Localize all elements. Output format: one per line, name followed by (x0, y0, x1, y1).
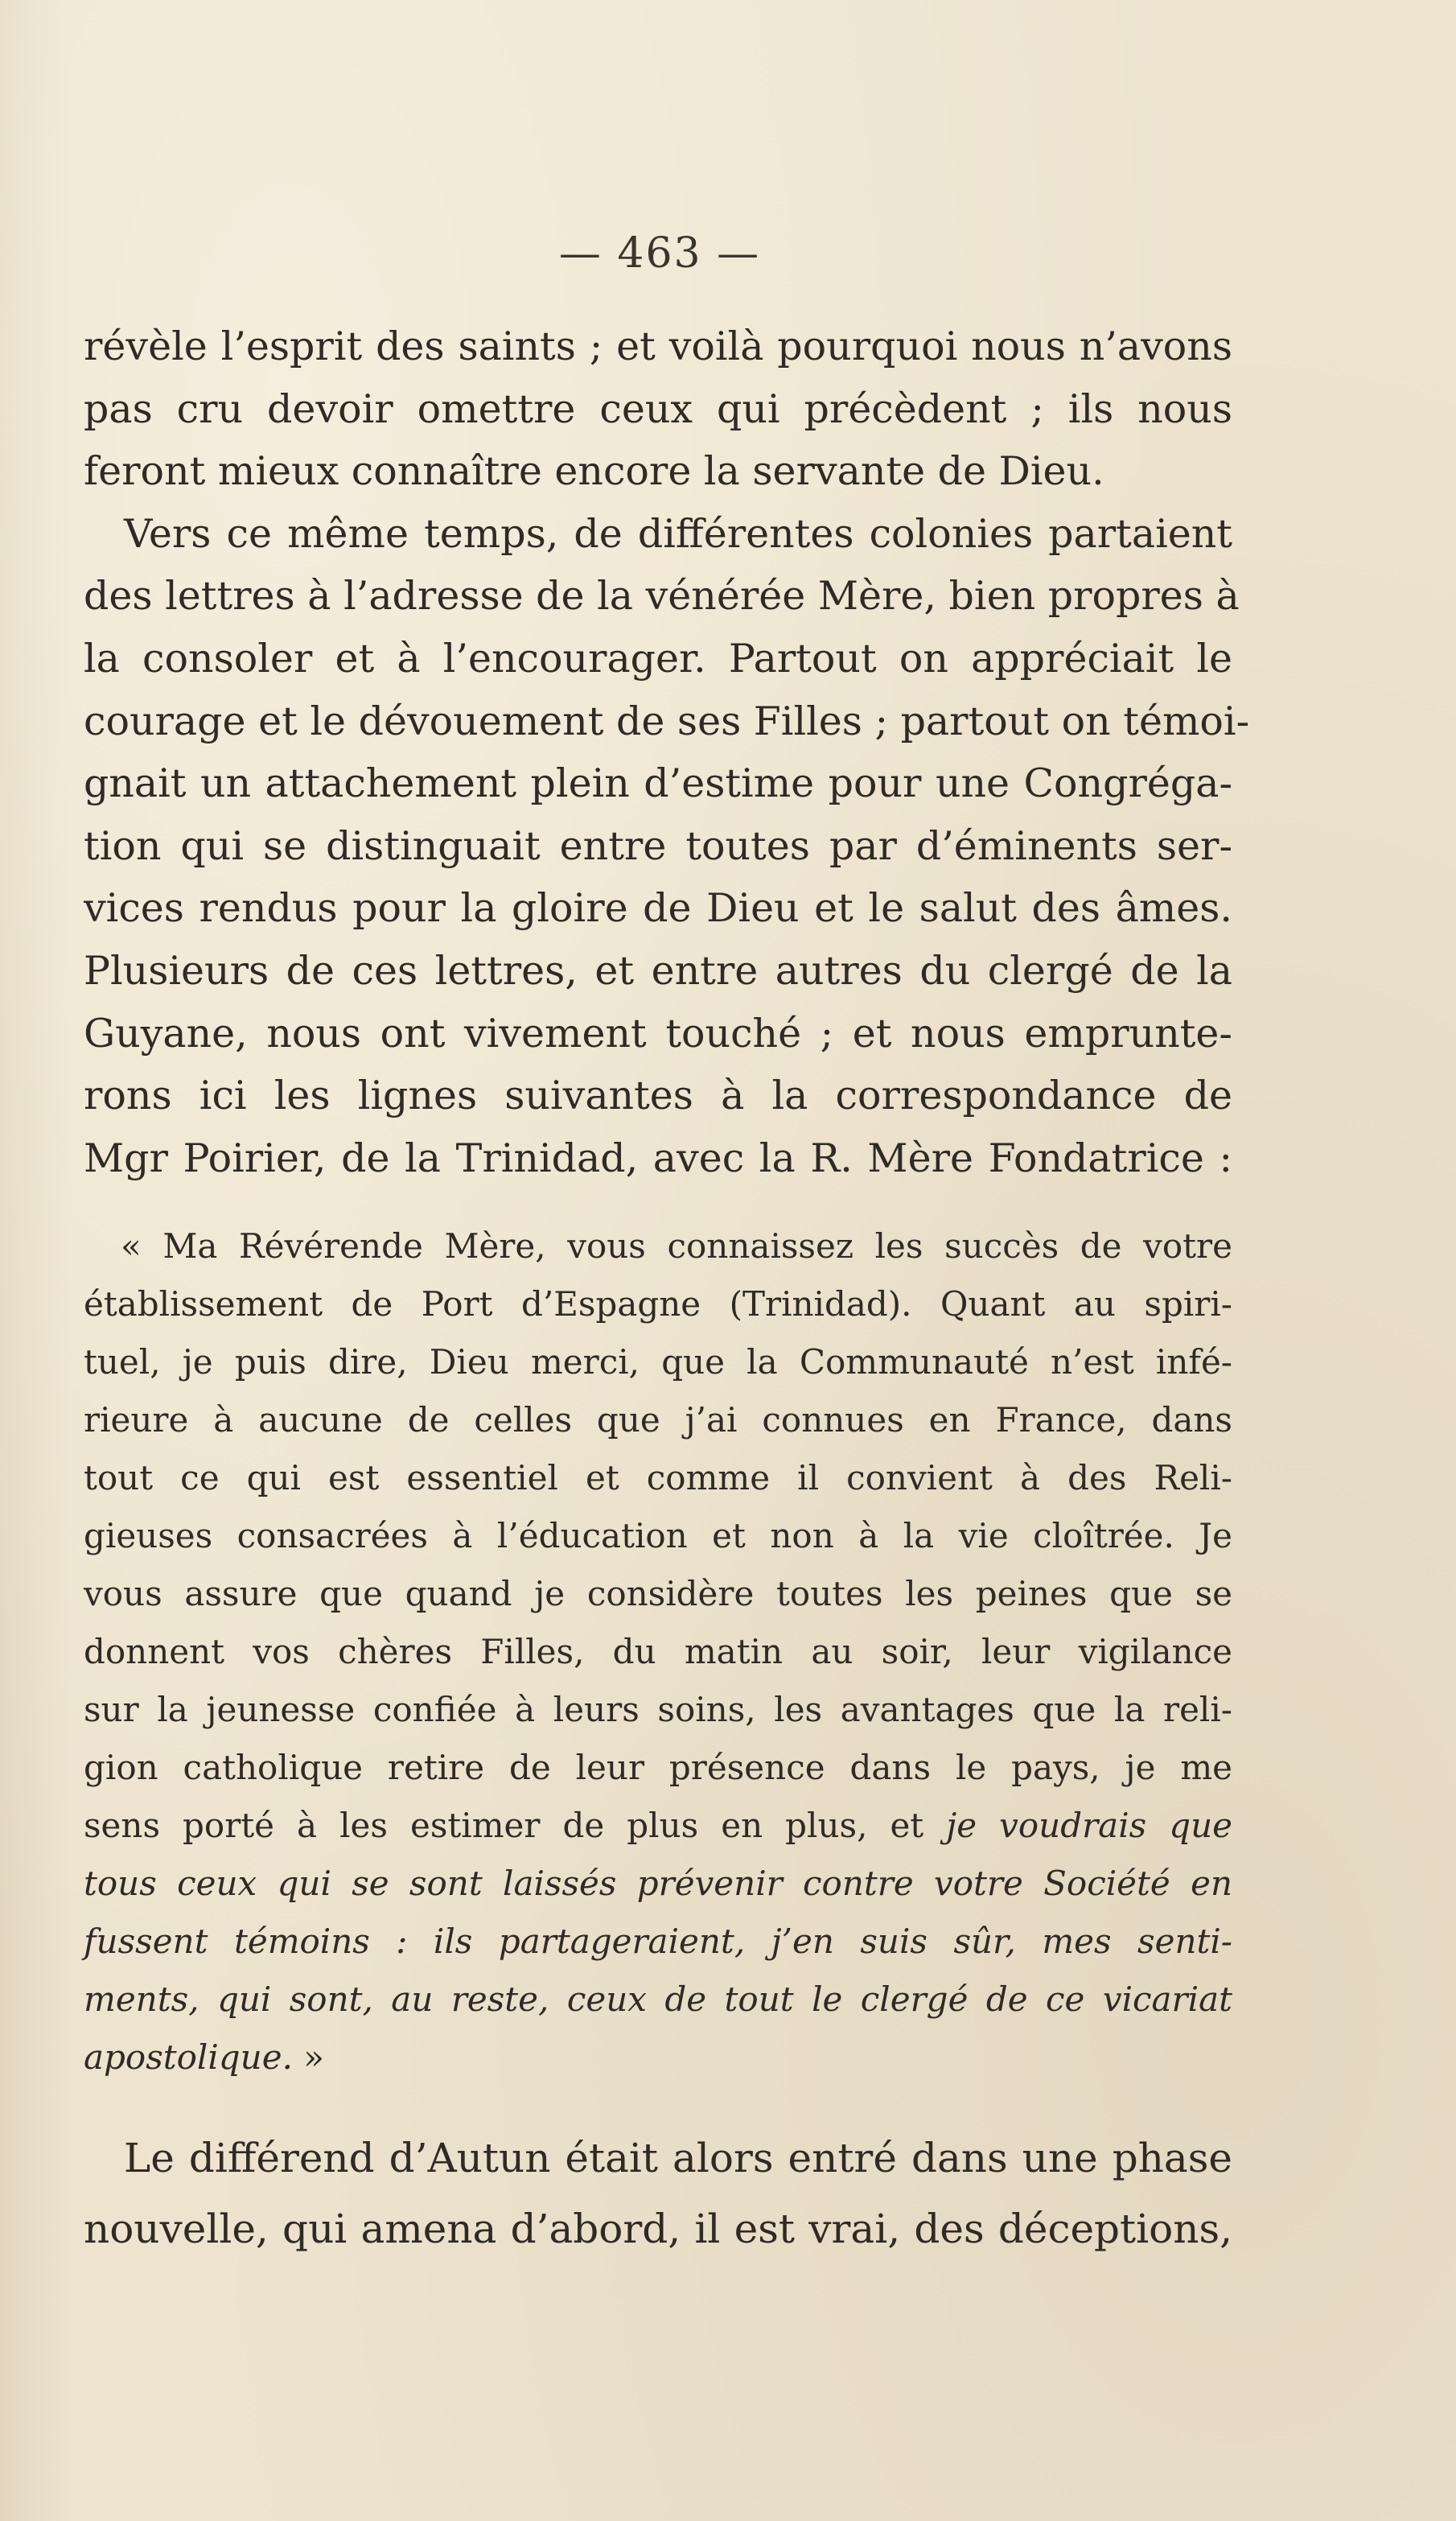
quote-line: gion catholique retire de leur présence dans le pays, je me (84, 1748, 1232, 1787)
quote-line: établissement de Port d’Espagne (Trinidad). Quant au spiri- (84, 1284, 1232, 1324)
quote-roman-segment: sens porté à les estimer de plus en plus, et (84, 1806, 947, 1845)
text-line: nouvelle, qui amena d’abord, il est vrai, des déceptions, (84, 2206, 1232, 2252)
quote-line: rieure à aucune de celles que j’ai connues en France, dans (84, 1400, 1232, 1440)
text-line: la consoler et à l’encourager. Partout on appréciait le (84, 635, 1232, 682)
closing-guillemet: » (292, 2037, 324, 2077)
text-line: feront mieux connaître encore la servante de Dieu. (84, 448, 1104, 495)
quote-line: gieuses consacrées à l’éducation et non à la vie cloîtrée. Je (84, 1516, 1232, 1555)
text-line: Mgr Poirier, de la Trinidad, avec la R. Mère Fondatrice : (84, 1135, 1232, 1181)
page-number: — 463 — (558, 229, 761, 278)
text-line: vices rendus pour la gloire de Dieu et le salut des âmes. (84, 885, 1232, 932)
quote-italic-segment: je voudrais que (946, 1806, 1232, 1845)
text-line: courage et le dévouement de ses Filles ; partout on témoi- (84, 698, 1250, 744)
quote-line: vous assure que quand je considère toutes les peines que se (84, 1574, 1232, 1613)
quote-line: donnent vos chères Filles, du matin au soir, leur vigilance (84, 1632, 1232, 1671)
quote-line: « Ma Révérende Mère, vous connaissez les succès de votre (121, 1226, 1232, 1266)
text-line: pas cru devoir omettre ceux qui précèdent ; ils nous (84, 385, 1232, 432)
quoted-letter (84, 1217, 1232, 2086)
text-line: Le différend d’Autun était alors entré dans une phase (124, 2135, 1232, 2181)
text-line: Guyane, nous ont vivement touché ; et nous emprunte- (84, 1010, 1232, 1057)
quote-italic-line: fussent témoins : ils partageraient, j’en suis sûr, mes senti- (84, 1922, 1232, 1961)
quote-italic-line: tous ceux qui se sont laissés prévenir contre votre Société en (84, 1864, 1232, 1903)
body-paragraphs (84, 315, 1250, 1189)
text-line: tion qui se distinguait entre toutes par d’éminents ser- (84, 822, 1232, 869)
text-line: gnait un attachement plein d’estime pour une Congréga- (84, 760, 1232, 807)
quote-italic-line: ments, qui sont, au reste, ceux de tout le clergé de ce vicariat (84, 1979, 1232, 2019)
text-line: révèle l’esprit des saints ; et voilà pourquoi nous n’avons (84, 323, 1232, 369)
final-paragraph (84, 2123, 1232, 2264)
text-line: des lettres à l’adresse de la vénérée Mère, bien propres à (84, 573, 1240, 620)
quote-line: tout ce qui est essentiel et comme il convient à des Reli- (84, 1458, 1232, 1497)
text-line: Plusieurs de ces lettres, et entre autres du clergé de la (84, 947, 1232, 994)
text-line: rons ici les lignes suivantes à la correspondance de (84, 1073, 1232, 1119)
quote-line: tuel, je puis dire, Dieu merci, que la Communauté n’est infé- (84, 1342, 1232, 1382)
text-line: Vers ce même temps, de différentes colonies partaient (124, 510, 1232, 557)
quote-italic-segment: apostolique. (84, 2037, 293, 2077)
quote-line-mixed (84, 1797, 1232, 1855)
quote-closing-line (84, 2029, 1232, 2086)
quote-line: sur la jeunesse confiée à leurs soins, les avantages que la reli- (84, 1690, 1232, 1729)
